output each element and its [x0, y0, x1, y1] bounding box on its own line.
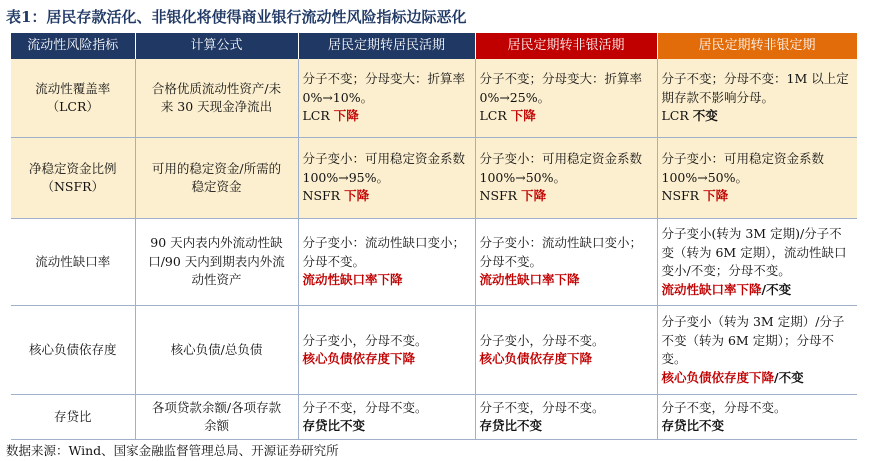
effect-highlight: 存贷比不变	[661, 418, 725, 433]
effect-text: 分子变小：流动性缺口变小；分母不变。	[479, 235, 643, 269]
effect-highlight: 流动性缺口率下降	[479, 272, 580, 288]
effect-highlight: 下降	[333, 108, 359, 124]
effect-text: 分子变小：流动性缺口变小；分母不变。	[302, 235, 466, 269]
table-row	[11, 306, 857, 395]
header-to-nonbank-demand: 居民定期转非银活期	[475, 33, 657, 59]
indicator-name: 流动性覆盖率 （LCR）	[11, 59, 135, 138]
effect-cell	[298, 59, 475, 138]
effect-cell	[657, 306, 857, 395]
effect-highlight: 不变	[692, 108, 718, 124]
effect-highlight: 存贷比不变	[302, 418, 366, 433]
indicator-name: 净稳定资金比例 （NSFR）	[11, 138, 135, 219]
effect-text: 分子变小：可用稳定资金系数 100%→50%。 NSFR	[479, 151, 643, 204]
effect-cell	[657, 138, 857, 219]
effect-highlight: 流动性缺口率下降	[302, 272, 403, 288]
formula-cell: 核心负债/总负债	[135, 306, 298, 395]
formula-cell: 各项贷款余额/各项存款 余额	[135, 395, 298, 440]
effect-text: 分子不变，分母不变。	[661, 399, 787, 415]
table-header-row	[11, 33, 857, 59]
header-indicator: 流动性风险指标	[11, 33, 135, 59]
effect-cell	[475, 306, 657, 395]
indicator-name: 流动性缺口率	[11, 219, 135, 306]
effect-highlight: 核心负债依存度下降	[661, 369, 775, 385]
effect-highlight: 下降	[521, 188, 547, 204]
table-row	[11, 219, 857, 306]
effect-cell	[657, 59, 857, 138]
effect-highlight: 存贷比不变	[479, 418, 543, 433]
effect-cell	[298, 395, 475, 440]
header-to-nonbank-time: 居民定期转非银定期	[657, 33, 857, 59]
effect-highlight: 核心负债依存度下降	[302, 351, 416, 366]
effect-text: 分子不变，分母不变。	[479, 399, 605, 415]
header-to-resident-demand: 居民定期转居民活期	[298, 33, 475, 59]
table-title: 表1：居民存款活化、非银化将使得商业银行流动性风险指标边际恶化	[6, 8, 467, 26]
effect-highlight: 核心负债依存度下降	[479, 351, 593, 366]
effect-tail: /不变	[774, 369, 804, 385]
indicator-name: 核心负债依存度	[11, 306, 135, 395]
table-row	[11, 395, 857, 440]
effect-cell	[298, 138, 475, 219]
effect-text: 分子变小，分母不变。	[302, 332, 428, 348]
effect-text: 分子不变；分母不变：1M 以上定期存款不影响分母。 LCR	[661, 71, 849, 124]
formula-cell: 90 天内表内外流动性缺 口/90 天内到期表内外流 动性资产	[135, 219, 298, 306]
indicator-name: 存贷比	[11, 395, 135, 440]
effect-cell	[475, 138, 657, 219]
effect-highlight: 下降	[344, 188, 370, 204]
effect-text: 分子不变；分母变大：折算率 0%→10%。 LCR	[302, 71, 466, 124]
effect-text: 分子不变，分母不变。	[302, 399, 428, 415]
effect-cell	[298, 219, 475, 306]
effect-text: 分子变小：可用稳定资金系数 100%→50%。 NSFR	[661, 151, 825, 204]
effect-highlight: 流动性缺口率下降	[661, 281, 762, 297]
effect-cell	[475, 59, 657, 138]
formula-cell: 合格优质流动性资产/未 来 30 天现金净流出	[135, 59, 298, 138]
effect-cell	[298, 306, 475, 395]
header-formula: 计算公式	[135, 33, 298, 59]
formula-cell: 可用的稳定资金/所需的 稳定资金	[135, 138, 298, 219]
effect-highlight: 下降	[703, 188, 729, 204]
table-row	[11, 59, 857, 138]
effect-text: 分子变小（转为 3M 定期）/分子不变（转为 6M 定期）；分母不变。	[661, 314, 845, 366]
effect-highlight: 下降	[510, 108, 536, 124]
liquidity-risk-table	[11, 33, 858, 440]
effect-text: 分子变小，分母不变。	[479, 332, 605, 348]
effect-tail: /不变	[761, 281, 792, 297]
effect-text: 分子不变；分母变大：折算率 0%→25%。 LCR	[479, 71, 643, 124]
effect-cell	[475, 219, 657, 306]
effect-text: 分子变小(转为 3M 定期)/分子不变（转为 6M 定期），流动性缺口变小/不变；分母不变。	[661, 226, 847, 278]
effect-cell	[475, 395, 657, 440]
table-row	[11, 138, 857, 219]
effect-cell	[657, 219, 857, 306]
effect-text: 分子变小：可用稳定资金系数 100%→95%。 NSFR	[302, 151, 466, 204]
data-source-note: 数据来源：Wind、国家金融监督管理总局、开源证券研究所	[6, 443, 339, 458]
effect-cell	[657, 395, 857, 440]
